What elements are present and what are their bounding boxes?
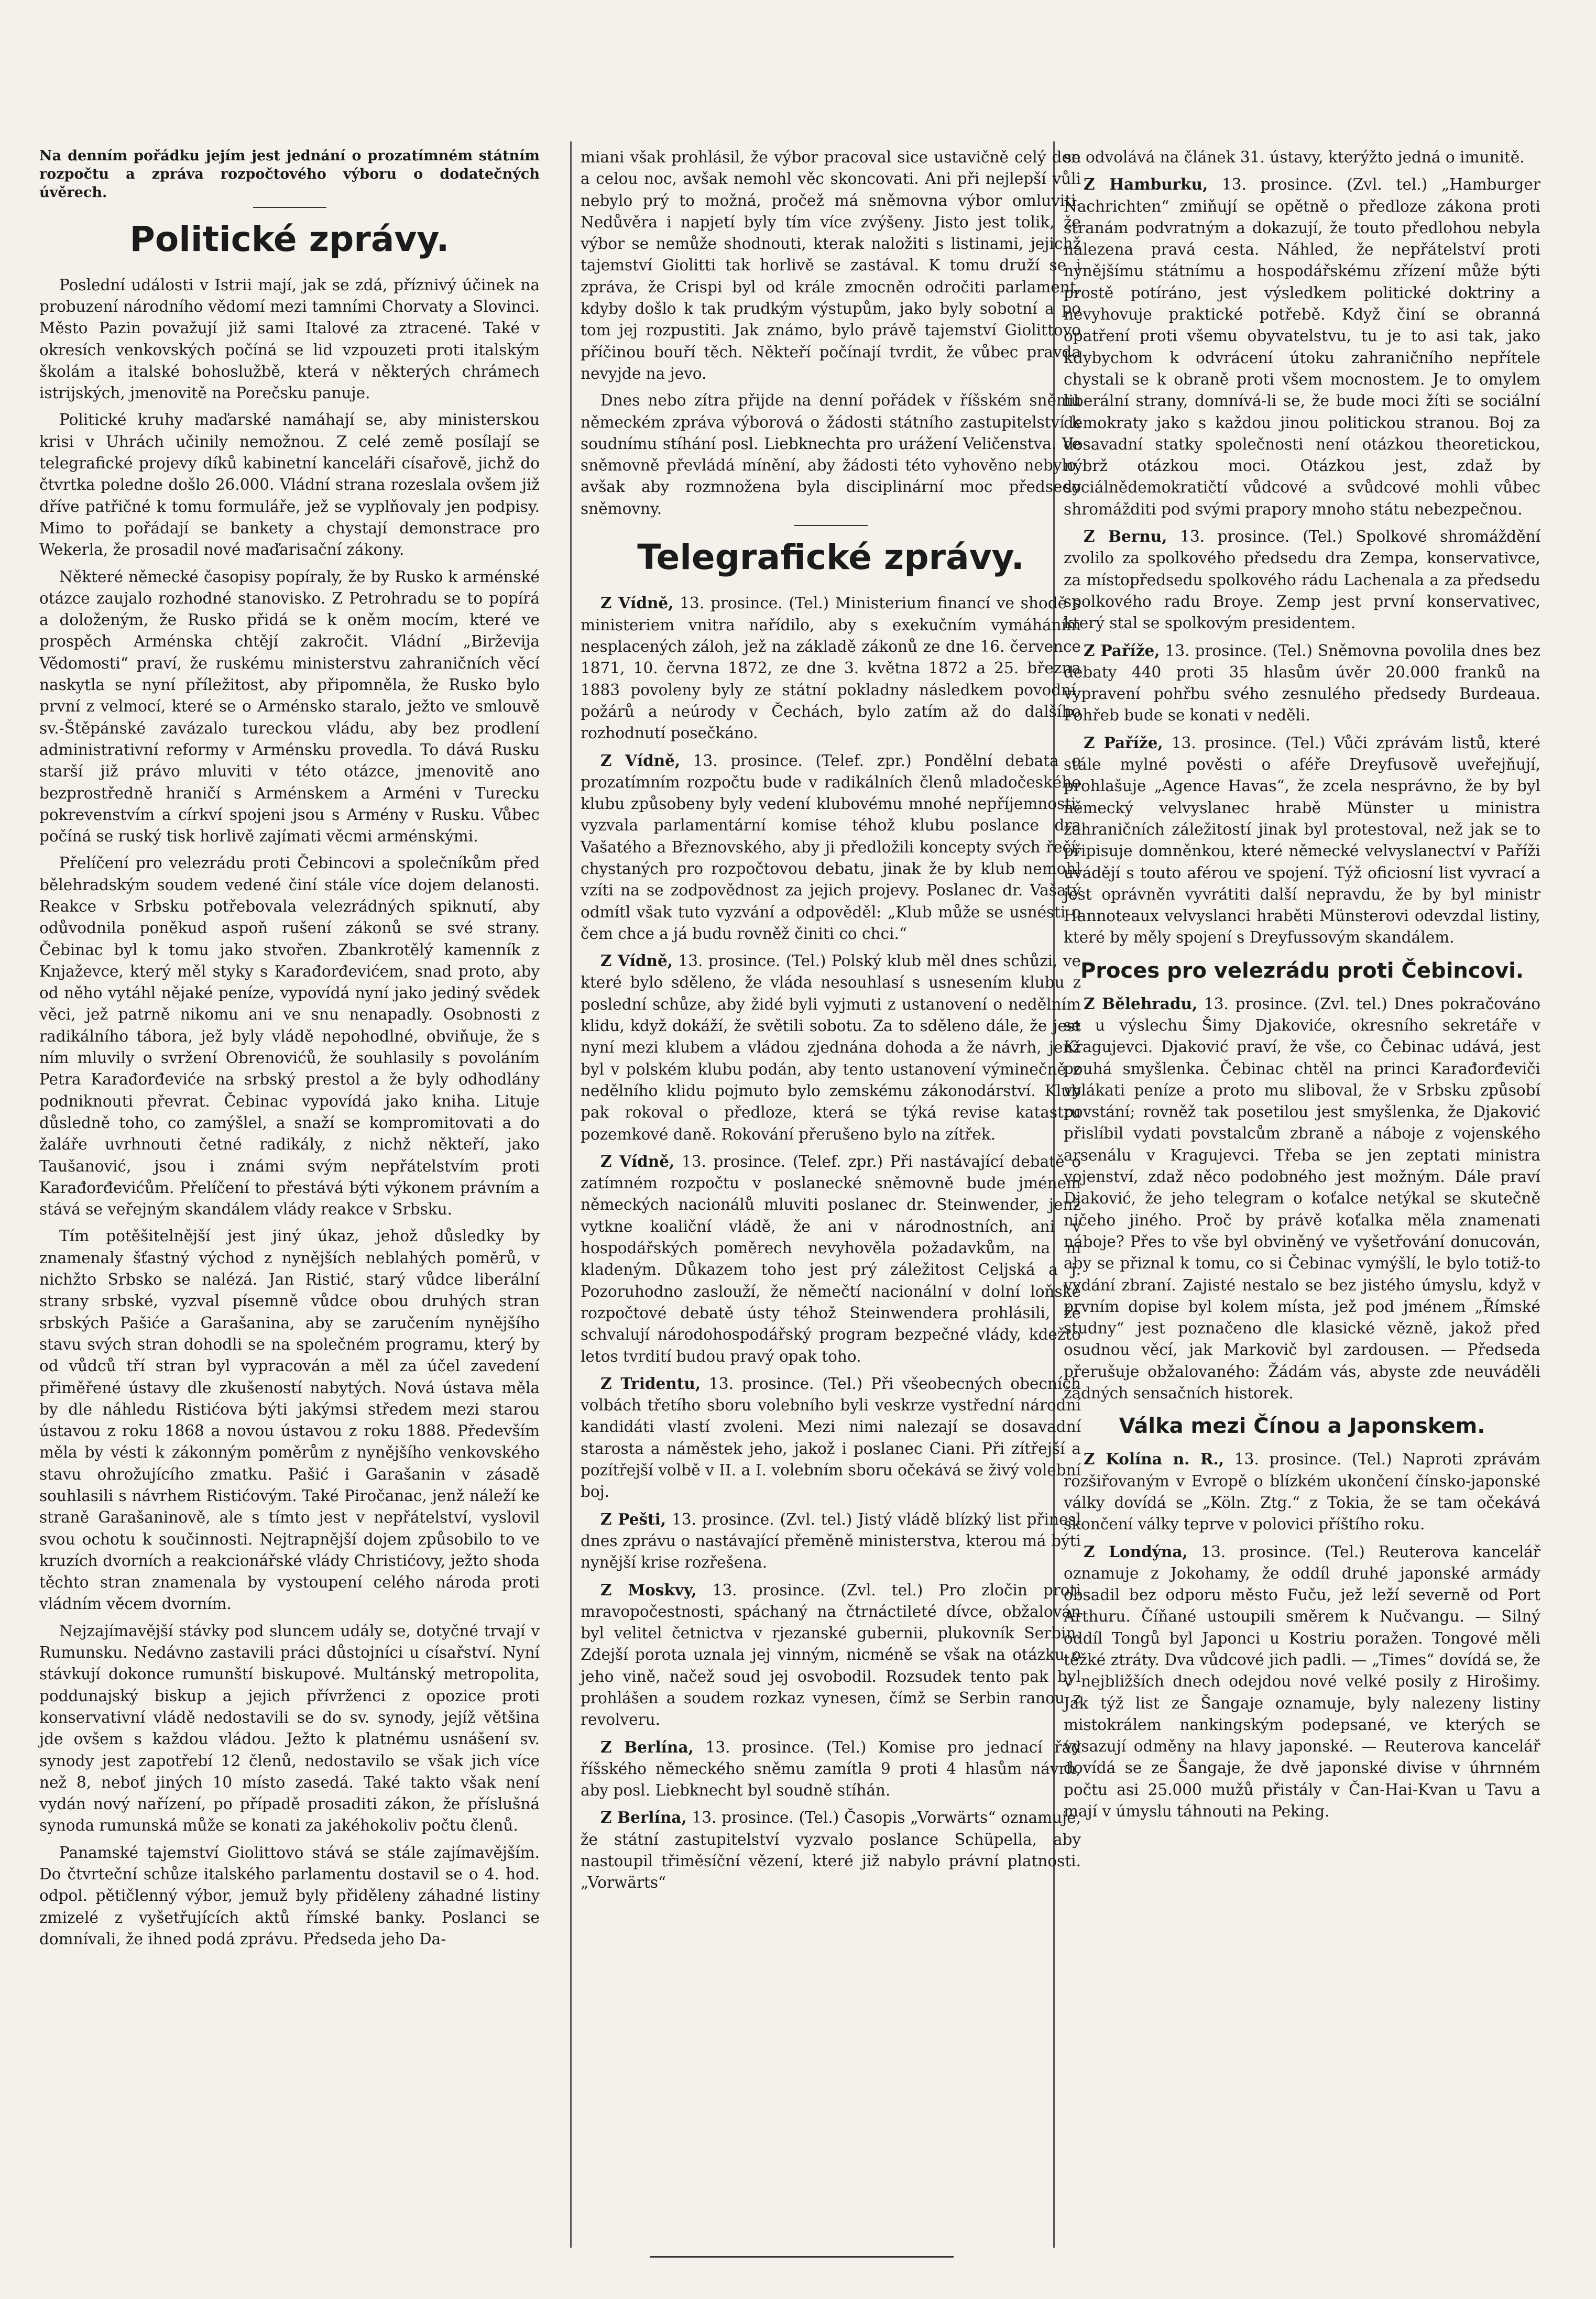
divider	[253, 207, 326, 208]
telegram-text: 13. prosince. (Telef. zpr.) Pondělní debata o prozatímním rozpočtu bude v radikálních členů mladočeského klubu způsobeny byly vedení klubovému mnohé nepříjemnosti, vyzvala parlamentární komise téhož klubu poslance dra Vašatého a Březnovského, aby ji předložili koncepty svých řečí, chystaných pro rozpočtovou debatu, jinak že by klub nemohl vzíti na se zodpovědnost za jejich projevy. Poslanec dr. Vašatý odmítl však tuto vyzvání a odpověděl: „Klub může se usnésti o čem chce a já budu rovněž činiti co chci.“	[581, 751, 1081, 943]
dateline: Z Paříže,	[1084, 733, 1163, 752]
column-1	[39, 147, 540, 1955]
telegram-text: 13. prosince. (Zvl. tel.) Jistý vládě blízký list přinesl dnes zprávu o nastávající přeměně ministerstva, kterou má býti nynější krise rozřešena.	[581, 1510, 1081, 1572]
article-paragraph: Panamské tajemství Giolittovo stává se stále zajímavějším. Do čtvrteční schůze italského parlamentu dostavil se o 4. hod. odpol. pětičlenný výbor, jemuž byly přiděleny záhadné listiny zmizelé z vyšetřujících aktů římské banky. Poslanci se domnívali, že ihned podá zprávu. Předseda jeho Da-	[39, 1843, 540, 1948]
article-paragraph: se odvolává na článek 31. ústavy, kterýžto jedná o imunitě.	[1064, 148, 1525, 166]
telegram-text: 13. prosince. (Telef. zpr.) Při nastávající debatě o zatímném rozpočtu v poslanecké sněmovně bude jménem německých nacionálů mluviti poslanec dr. Steinwender, jenž vytkne koaliční vládě, že ani v národnostních, ani v hospodářských poměrech nevyhověla požadavkům, na ni kladeným. Důkazem toho jest prý záležitost Celjská a j. Pozoruhodno zaslouží, že němečtí nacionální v dolní loňské rozpočtové debatě ústy téhož Steinwendera prohlásili, že schvalují národohospodářský program bezpečné vlády, kdežto letos tvrdití budou pravý opak toho.	[581, 1152, 1081, 1365]
article-paragraph: Politické kruhy maďarské namáhají se, aby ministerskou krisi v Uhrách učinily nemožnou. Z celé země posílají se telegrafické projevy díků kabinetní kanceláři císařově, jichž do čtvrtka poledne došlo 26.000. Vládní strana rozeslala ovšem již dříve patřičné k tomu formuláře, jež se vyplňovaly jen podpisy. Mimo to pořádají se bankety a chystají demonstrace pro Wekerla, že prosadil nové maďarisační zákony.	[39, 411, 540, 559]
intro-paragraph: Na denním pořádku jejím jest jednání o prozatímném státním rozpočtu a zpráva rozpočtového výboru o dodatečných úvěrech.	[39, 148, 540, 201]
footer-rule	[650, 2256, 954, 2258]
telegram-item	[581, 1579, 1081, 1731]
article-paragraph: miani však prohlásil, že výbor pracoval sice ustavičně celý den a celou noc, avšak nemohl věc skoncovati. Ani při nejlepší vůli nebylo prý to možná, pročež má sněmovna výbor omluviti. Nedůvěra i napjetí byly tím více zvýšeny. Jisto jest tolik, že výbor se nemůže shodnouti, kterak naložiti s listinami, jejichž tajemství Giolitti tak horlivě se zastával. K tomu druží se i zpráva, že Crispi byl od krále zmocněn odročiti parlament, kdyby došlo k tak prudkým výstupům, jako byly sobotní a po tom jej rozpustiti. Jak známo, bylo právě tajemství Giolittovo příčinou bouří těch. Někteří počínají tvrdit, že vůbec pravda nevyjde na jevo.	[581, 148, 1081, 382]
telegram-text: 13. prosince. (Tel.) Polský klub měl dnes schůzi, ve které bylo sděleno, že vláda nesouhlasí s usnesením klubu z poslední schůze, aby židé byli vyjmuti z ustanovení o nedělním klidu, když dokáží, že světili sobotu. Za to sděleno dále, že jest nyní mezi klubem a vládou zjednána dohoda a že návrh, jenž byl v polském klubu podán, aby tento ustanovení výminečně z nedělního klidu pojmuto bylo zemskému zákonodárství. Klub pak rokoval o předloze, která se týká revise katastru pozemkové daně. Rokování přerušeno bylo na zítřek.	[581, 952, 1081, 1143]
dateline: Z Vídně,	[600, 1152, 675, 1170]
dateline: Z Vídně,	[600, 951, 673, 970]
dateline: Z Londýna,	[1084, 1542, 1188, 1561]
heading-proces-velezrada: Proces pro velezrádu proti Čebincovi.	[1080, 958, 1524, 983]
dateline: Z Moskvy,	[600, 1580, 697, 1599]
telegram-item	[581, 1151, 1081, 1367]
dateline: Z Tridentu,	[600, 1374, 701, 1393]
article-paragraph: Nejzajímavější stávky pod sluncem udály se, dotyčné trvají v Rumunsku. Nedávno zastavili práci důstojníci u císařství. Nyní stávkují dokonce rumunští biskupové. Multánský metropolita, poddunajský biskup a jejich přívrženci z opozice proti konservativní vládě nedostavili se do sv. synody, jejíž většina jde ovšem s každou vládou. Ježto k platnému usnášení sv. synody jest zapotřebí 12 členů, nedostavilo se však jich více než 8, neboť jiných 10 místo zasedá. Také takto však není vydán nový nařízení, po případě prosaditi zákon, že příslušná synoda rumunská může se konati za jakéhokoliv počtu členů.	[39, 1622, 540, 1835]
article-paragraph: Dnes nebo zítra přijde na denní pořádek v říšském sněmu německém zpráva výborová o žádosti státního zastupitelství k soudnímu stíhání posl. Liebknechta pro urážení Veličenstva. Ve sněmovně převládá mínění, aby žádosti této vyhověno nebylo, avšak aby rozmnožena byla disciplinární moc předsedy sněmovny.	[581, 391, 1081, 518]
telegram-item	[1064, 640, 1540, 727]
dateline: Z Vídně,	[600, 751, 681, 770]
telegram-text: 13. prosince. (Tel.) Sněmovna povolila dnes bez debaty 440 proti 35 hlasům úvěr 20.000 franků na vypravení pohřbu svého zesnulého předsedy Burdeaua. Pohřeb bude se konati v neděli.	[1064, 641, 1540, 725]
telegram-text: 13. prosince. (Zvl. tel.) Pro zločin proti mravopočestnosti, spáchaný na čtrnáctileté dívce, obžalován byl velitel četnictva v rjezanské gubernii, plukovník Serbin. Zdejší porota uznala jej vinným, nicméně se však na otázku o jeho vině, načež soud jej osvobodil. Rozsudek tento pak byl prohlášen a soudem rozkaz vynesen, čímž se Serbin ranou z revolveru.	[581, 1581, 1081, 1729]
column-3	[1064, 147, 1540, 1827]
telegram-item	[581, 592, 1081, 744]
telegram-item	[1064, 1541, 1540, 1823]
telegram-text: 13. prosince. (Tel.) Komise pro jednací řád říšského německého sněmu zamítla 9 proti 4 hlasům návrh, aby posl. Liebknecht byl soudně stíhán.	[581, 1738, 1081, 1800]
telegram-text: 13. prosince. (Tel.) Vůči zprávám listů, které stále mylné pověsti o aféře Dreyfusově uveřejňují, prohlašuje „Agence Havas“, že zcela nesprávno, že by byl německý velvyslanec hrabě Münster u ministra zahraničních záležitostí jinak byl protestoval, než jak se to připisuje domněnkou, které německé velvyslanectví v Paříži uvádějí s touto aférou ve spojení. Týž oficiosní list vyvrací a jest oprávněn vyvrátiti další nepravdu, že by byl ministr Hannoteaux velvyslanci hraběti Münsterovi odevzdal listiny, které by měly spojení s Dreyfussovým skandálem.	[1064, 734, 1540, 947]
heading-telegraficke-zpravy: Telegrafické zprávy.	[637, 537, 1024, 578]
article-paragraph: Některé německé časopisy popíraly, že by Rusko k arménské otázce zaujalo rozhodné stanovisko. Z Petrohradu se to popírá a doloženým, že Rusko přidá se k oněm mocím, které ve prospěch Arménska chtějí zakročit. Vládní „Birževija Vědomosti“ praví, že ruskému ministerstvu zahraničních věcí naskytla se nyní příležitost, aby připomněla, že Rusko bylo první z velmocí, které se o Arménsko staralo, ježto ve smlouvě sv.-Štěpánské zavázalo tureckou vládu, aby bez prodlení administrativní reformy v Arménsku provedla. To dává Rusku starší již právo mluviti v této otázce, jmenovitě ano bezprostředně hraničí s Arménskem a Arméni v Turecku pokrevenstvím a církví spojeni jsou s Armény v Rusku. Vůbec počíná se ruský tisk horlivě zajímati věcmi arménskými.	[39, 567, 540, 846]
telegram-text: 13. prosince. (Tel.) Při všeobecných obecních volbách třetího sboru volebního byli veskrze vystřední národní kandidáti vlastí zvoleni. Mezi nimi nalezají se dosavadní starosta a náměstek jeho, jakož i poslanec Ciani. Při zítřejší a pozítřejší volbě v II. a I. volebním sboru očekává se živý volební boj.	[581, 1374, 1081, 1501]
telegram-item	[581, 1373, 1081, 1503]
article-paragraph: Přelíčení pro velezrádu proti Čebincovi a společníkům před bělehradským soudem vedené činí stále více dojem delanosti. Reakce v Srbsku potřebovala velezrádných spiknutí, aby odůvodnila poněkud aspoň rušení zákonů se své strany. Čebinac byl k tomu jako stvořen. Zbankrotělý kamenník z Knjaževce, který měl styky s Karađorđevićem, snad proto, aby od něho vytáhl nějaké peníze, vypovídá nyní jako jediný svědek věci, jež patrně nikomu ani ve snu nenapadly. Osobnosti z radikálního tábora, jež byly vládě nepohodlné, obviňuje, že s ním mluvily o svržení Obrenovićů, že souhlasily s povoláním Petra Karađorđeviće na srbský prestol a že byly odhodlány podniknouti převrat. Čebinac vypovídá jako kniha. Lituje důsledně toho, co zamýšlel, a snaží se kompromitovati a do žaláře uvrhnouti četné radikály, z nichž někteří, jako Taušanović, jsou i známi svým nepřátelstvím proti Karađorđevićům. Přelíčení to přestává býti výkonem právním a stává se veřejným skandálem vlády reakce v Srbsku.	[39, 854, 540, 1219]
telegram-item	[581, 950, 1081, 1145]
divider	[794, 525, 868, 526]
telegram-item	[581, 1807, 1081, 1893]
heading-politicke-zpravy: Politické zprávy.	[129, 219, 450, 260]
telegram-item	[1064, 1448, 1540, 1535]
telegram-text: 13. prosince. (Tel.) Časopis „Vorwärts“ oznamuje, že státní zastupitelství vyzvalo poslance Schüpella, aby nastoupil třiměsíční vězení, které již nabylo právní platnosti. „Vorwärts“	[581, 1809, 1081, 1892]
telegram-item	[1064, 526, 1540, 634]
column-divider-1	[570, 141, 572, 2248]
dateline: Z Bělehradu,	[1084, 994, 1198, 1013]
article-paragraph: Tím potěšitelnější jest jiný úkaz, jehož důsledky by znamenaly šťastný východ z nynějších neblahých poměrů, v nichžto Srbsko se nalézá. Jan Ristić, starý vůdce liberální strany srbské, vyzval písemně vůdce obou druhých stran srbských Pašiće a Garašanina, aby se zaručením nynějšího stavu svých stran dohodli se na společném programu, který by od vůdců tří stran byl vypracován a měl za účel zavedení přiměřené ústavy dle zkušeností nabytých. Nová ústava měla by dle náhledu Ristićova býti jakýmsi středem mezi starou ústavou z roku 1868 a novou ústavou z roku 1888. Především měla by vésti k zákonným poměrům z nynějšího venkovského stavu ohrožujícího zmatku. Pašić i Garašanin v zásadě souhlasili s návrhem Ristićovým. Také Piročanac, jenž náleží ke straně Garašaninově, ale s tímto jest v nepřátelství, vyslovil svou ochotu k součinnosti. Nejtrapnější dojem způsobilo to ve kruzích dvorních a reakcionářské vlády Christićovy, ježto shoda těchto stran znamenala by vystoupení celého národa proti vládním věcem dvorním.	[39, 1227, 540, 1613]
telegram-text: 13. prosince. (Tel.) Ministerium financí ve shodě s ministeriem vnitra nařídilo, aby s exekučním vymáháním nesplacených záloh, jež na základě zákonů ze dne 16. července 1871, 10. června 1872, ze dne 3. května 1872 a 25. března 1883 povoleny byly ze státní pokladny následkem povodní, požárů a neúrody v Čechách, bylo zatím až do dalšího rozhodnutí posečkáno.	[581, 594, 1081, 742]
telegram-text: 13. prosince. (Zvl. tel.) Dnes pokračováno se u výslechu Šimy Djakoviće, okresního sekretáře v Kragujevci. Djaković praví, že vše, co Čebinac udává, jest pouhá smyšlenka. Čebinac chtěl na princi Karađorđeviči vylákati peníze a proto mu sliboval, že v Srbsku způsobí povstání; rovněž tak posetilou jest smyšlenka, že Djaković přislíbil vydati povstalcům zbraně a náboje z vojenského arsenálu v Kragujevci. Třeba se jen zeptati ministra vojenství, zdaž něco podobného jest možným. Dále praví Djaković, že jeho telegram o koťalce netýkal se skutečně ničeho jiného. Proč by právě koťalka měla znamenati náboje? Přes to vše byl obviněný ve vyšetřování donucován, aby se přiznal k tomu, co si Čebinac vymýšlí, le bylo totiž-to vydání zbraní. Zajisté nestalo se bez jistého úmyslu, když v prvním dopise byl kolem místa, jež pod jménem „Římské studny“ jest poznačeno dle klasické vězně, jakož před osudnou věcí, jak Markovič byl zardousen. — Předseda přerušuje obžalovaného: Žádám vás, abyste zde neuváděli žádných sensačních historek.	[1064, 994, 1540, 1403]
telegram-text: 13. prosince. (Tel.) Spolkové shromáždění zvolilo za spolkového předsedu dra Zempa, konservativce, za místopředsedu spolkového rádu Lachenala a za předsedu spolkového radu Broye. Zemp jest první konservativec, který stal se spolkovým presidentem.	[1064, 528, 1540, 632]
telegram-item	[1064, 173, 1540, 520]
heading-valka-cina-japonsko: Válka mezi Čínou a Japonskem.	[1119, 1414, 1485, 1439]
dateline: Z Berlína,	[600, 1737, 694, 1756]
telegram-item	[581, 750, 1081, 945]
column-2	[581, 147, 1081, 1899]
dateline: Z Berlína,	[600, 1808, 687, 1827]
article-paragraph: Poslední události v Istrii mají, jak se zdá, příznivý účinek na probuzení národního vědomí mezi tamními Chorvaty a Slovinci. Město Pazin považují již sami Italové za ztracené. Také v okresích venkovských počíná se lid vzpouzeti proti italským školám a italské bohoslužbě, která v některých chrámech istrijských, jmenovitě na Porečsku panuje.	[39, 276, 540, 402]
dateline: Z Kolína n. R.,	[1084, 1450, 1224, 1469]
telegram-text: 13. prosince. (Zvl. tel.) „Hamburger Nachrichten“ zmiňují se opětně o předloze zákona proti stranám podvratným a dokazují, že touto předlohou nebyla nalezena pravá cesta. Náhled, že nepřátelství proti nynějšímu státnímu a hospodářskému zřízení může býti prostě potíráno, jest výsledkem politické doktriny a nevyhovuje praktické potřebě. Když činí se obranná opatření proti všemu obyvatelstvu, tu je to asi tak, jako kdybychom k odvrácení útoku zahraničního nepřítele chystali se k obraně proti všem mocnostem. Je to omylem liberální strany, domnívá-li se, že bude moci žíti se sociální demokraty jako s každou jinou politickou stranou. Boj za dosavadní statky společnosti není otázkou theoretickou, nýbrž otázkou moci. Otázkou jest, zdaž by sociálnědemokratičtí vůdcové a svůdcové mohli vůbec shromážditi pod svými prapory mnoho státu nebezpečnou.	[1064, 176, 1540, 518]
telegram-item	[581, 1508, 1081, 1574]
dateline: Z Bernu,	[1084, 527, 1167, 546]
dateline: Z Paříže,	[1084, 641, 1160, 660]
dateline: Z Hamburku,	[1084, 175, 1208, 194]
telegram-item	[581, 1736, 1081, 1802]
telegram-text: 13. prosince. (Tel.) Naproti zprávám rozšiřovaným v Evropě o blízkém ukončení čínsko-japonské války dovídá se „Köln. Ztg.“ z Tokia, že se tam očekává skončení války teprve v polovici příštího roku.	[1064, 1450, 1540, 1534]
telegram-item	[1064, 732, 1540, 949]
telegram-text: 13. prosince. (Tel.) Reuterova kancelář oznamuje z Jokohamy, že oddíl druhé japonské armády obsadil bez odporu město Fuču, jež leží severně od Port Arthuru. Číňané ustoupili směrem k Nučvangu. — Silný oddíl Tongů byl Japonci u Kostriu poražen. Tongové měli těžké ztráty. Dva vůdcové jich padli. — „Times“ dovídá se, že v nejbližších dnech odejdou nové velké posily z Hirošimy. Jak týž list ze Šangaje oznamuje, byly nalezeny listiny mistokrálem nankingským podepsané, ve kterých se vysazují odměny na hlavy japonské. — Reuterova kancelář dovídá se ze Šangaje, že dvě japonské divise v úhrnném počtu asi 25.000 mužů přistály v Čan-Hai-Kvan u Tavu a mají v úmyslu táhnouti na Peking.	[1064, 1542, 1540, 1821]
telegram-item	[1064, 993, 1540, 1405]
dateline: Z Vídně,	[600, 594, 674, 612]
dateline: Z Pešti,	[600, 1509, 666, 1528]
